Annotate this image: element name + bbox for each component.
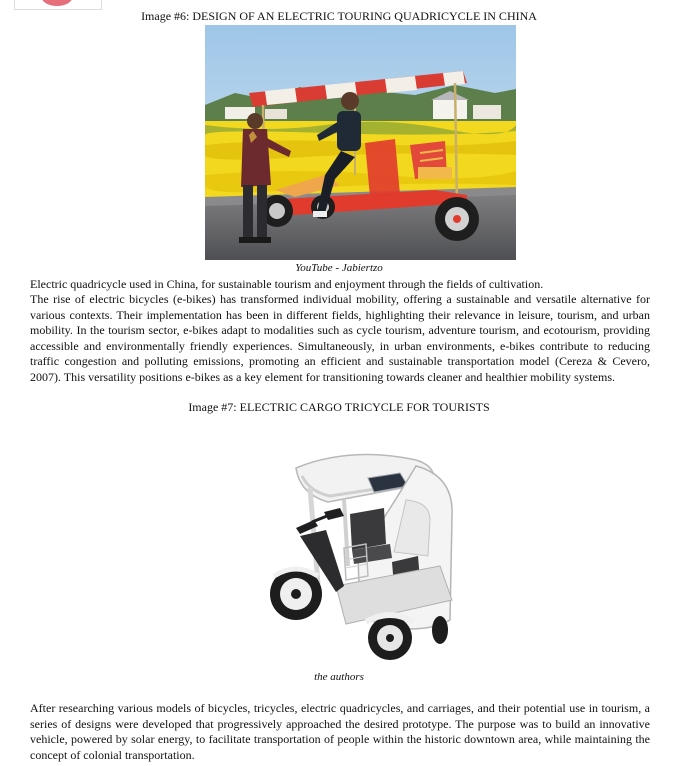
figure-7-credit: the authors [314,671,364,683]
paragraph-design-process: After researching various models of bicycles, tricycles, electric quadricycles, and carriages, and their potential use in tourism, a series of designs were developed that progressively approached the desired prototype. The purpose was to build an innovative vehicle, powered by solar energy, to facilitate transportation of people within the historic downtown area, while maintaining the concept of colonial transportation. [30,701,650,762]
figure-7-caption: Image #7: ELECTRIC CARGO TRICYCLE FOR TOURISTS [188,400,490,414]
figure-6-caption: Image #6: DESIGN OF AN ELECTRIC TOURING QUADRICYCLE IN CHINA [141,9,537,23]
figure-7-photo [240,416,481,668]
figure-6-description: Electric quadricycle used in China, for sustainable tourism and enjoyment through the fields of cultivation. [30,277,544,291]
logo-mark [41,0,73,6]
figure-6-photo [205,25,516,260]
paragraph-ebike-rise: The rise of electric bicycles (e-bikes) has transformed individual mobility, offering a sustainable and versatile alternative for various contexts. Their implementation has been in different fields, highlighting their relevance in leisure, tourism, and urban mobility. In the tourism sector, e-bikes adapt to modalities such as cycle tourism, adventure tourism, and ecotourism, providing accessible and environmentally friendly experiences. Simultaneously, in urban environments, e-bikes contribute to reducing traffic congestion and polluting emissions, promoting an efficient and sustainable transportation model (Cereza & Cevero, 2007). This versatility positions e-bikes as a key element for transitioning towards cleaner and healthier mobility systems. [30,292,650,384]
figure-6-credit: YouTube - Jabiertzo [295,262,383,274]
